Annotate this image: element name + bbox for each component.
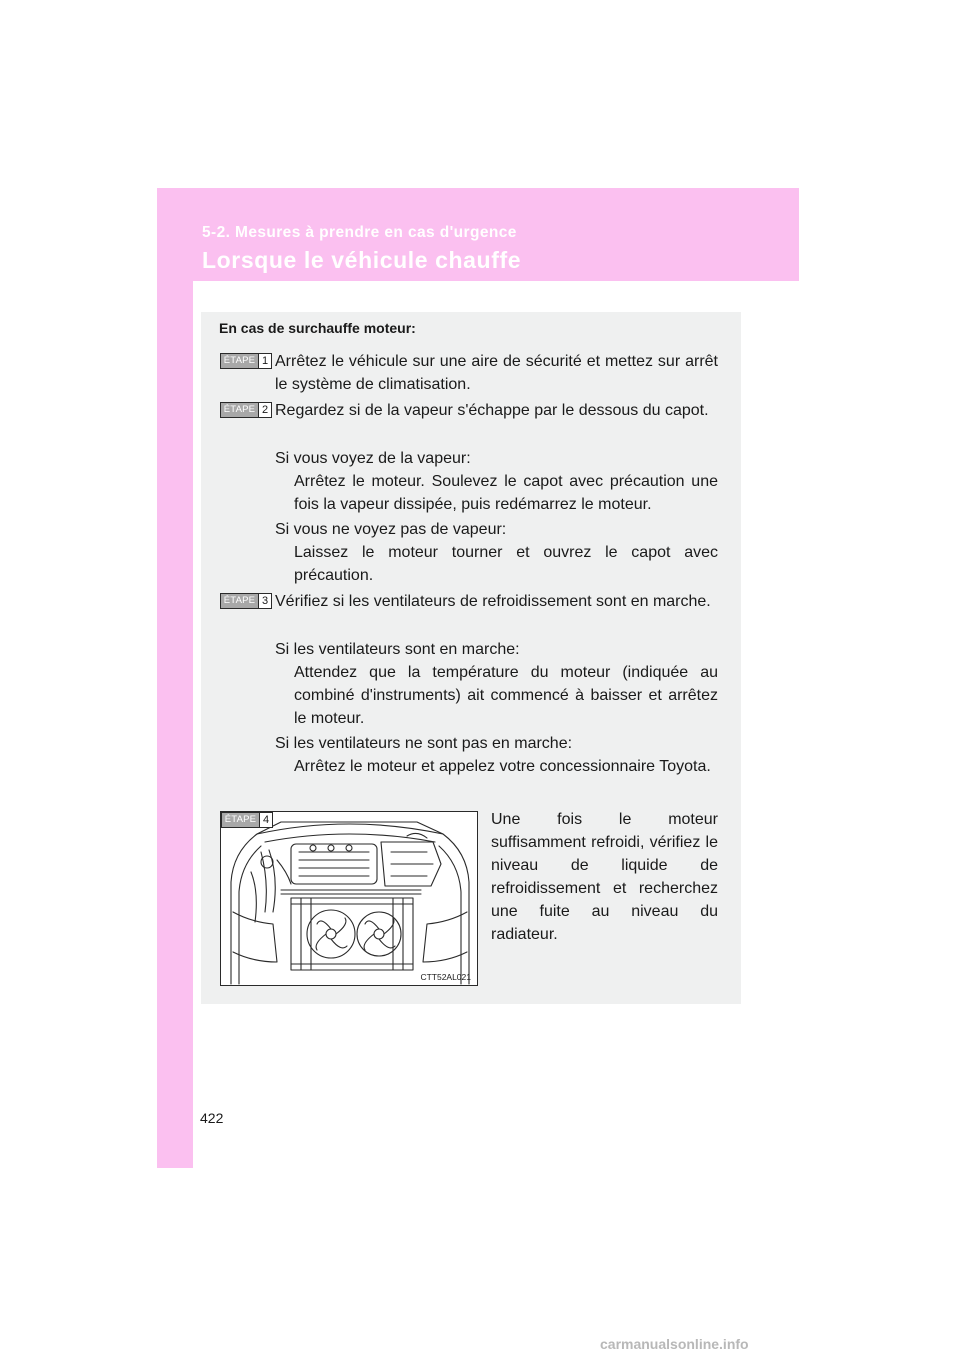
step-label: ÉTAPE [221,403,258,417]
step-3-text: Vérifiez si les ventilateurs de refroidissement sont en marche. [275,593,711,610]
step-badge-2 [220,402,272,418]
page-number: 422 [200,1110,224,1126]
step-2-text: Regardez si de la vapeur s'échappe par le dessous du capot. [275,402,709,419]
side-tab-strip [157,188,193,1168]
engine-bay-drawing [221,812,477,985]
step-2-case-1-condition: Si vous voyez de la vapeur: [275,450,471,467]
watermark: carmanualsonline.info [600,1336,749,1352]
step-2-case-2-action: Laissez le moteur tourner et ouvrez le capot avec précaution. [294,544,718,584]
step-label: ÉTAPE [222,813,259,827]
step-3-case-1-condition: Si les ventilateurs sont en marche: [275,641,520,658]
step-2-case-2-condition: Si vous ne voyez pas de vapeur: [275,521,507,538]
step-1-text: Arrêtez le véhicule sur une aire de sécurité et mettez sur arrêt le système de climatisation. [275,353,718,393]
page-title: Lorsque le véhicule chauffe [202,247,522,273]
step-4-text: Une fois le moteur suffisamment refroidi, vérifiez le niveau de liquide de refroidissement et recherchez une fuite au niveau du radiateur. [491,811,718,943]
step-badge-4 [221,812,273,828]
step-3-case-2-action: Arrêtez le moteur et appelez votre concessionnaire Toyota. [294,758,711,775]
step-badge-3 [220,593,272,609]
step-number: 2 [258,403,271,417]
step-badge-1 [220,353,272,369]
step-label: ÉTAPE [221,594,258,608]
step-3-case-2-condition: Si les ventilateurs ne sont pas en marche: [275,735,573,752]
step-3-case-1-action: Attendez que la température du moteur (indiquée au combiné d'instruments) ait commencé à baisser et arrêtez le moteur. [294,664,718,727]
section-label: 5-2. Mesures à prendre en cas d'urgence [202,224,517,241]
step-number: 1 [258,354,271,368]
step-number: 3 [258,594,271,608]
figure-code: CTT52AL021 [420,972,471,982]
engine-illustration [220,811,478,986]
step-label: ÉTAPE [221,354,258,368]
box-heading: En cas de surchauffe moteur: [219,320,416,336]
step-number: 4 [259,813,272,827]
step-2-case-1-action: Arrêtez le moteur. Soulevez le capot avec précaution une fois la vapeur dissipée, puis redémarrez le moteur. [294,473,718,513]
